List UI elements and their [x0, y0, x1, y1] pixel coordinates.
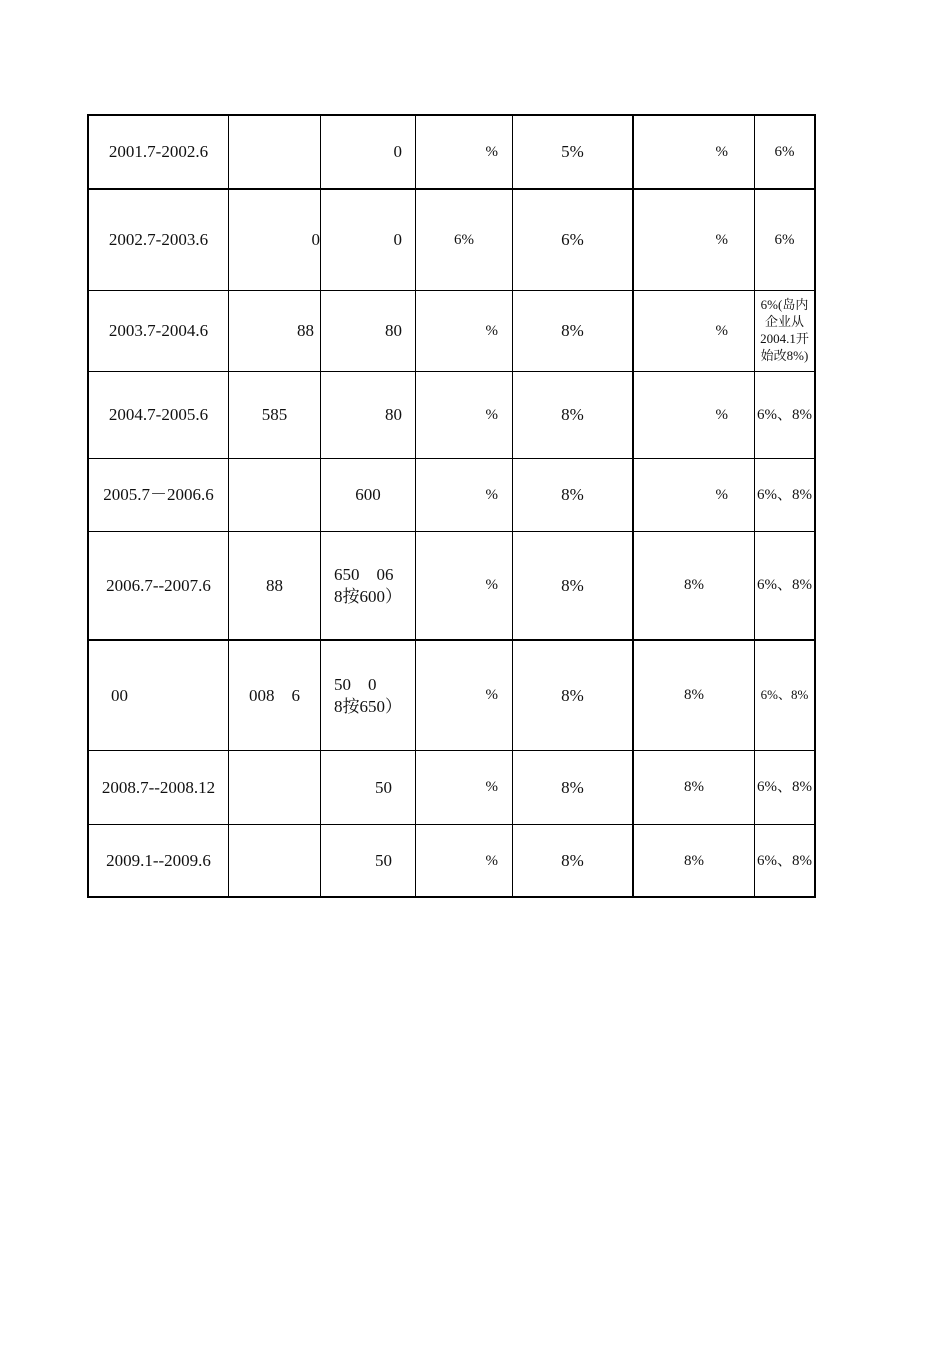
period-cell: 00	[87, 639, 228, 750]
value-cell	[228, 458, 320, 531]
value-cell: 50	[320, 750, 415, 824]
table-row	[87, 188, 816, 290]
rate-cell: %	[632, 371, 754, 458]
table-row	[87, 458, 816, 531]
rate-cell: %	[632, 290, 754, 371]
rate-cell: 8%	[512, 750, 632, 824]
rate-cell: %	[415, 458, 512, 531]
table-row	[87, 531, 816, 639]
value-cell: 88	[228, 531, 320, 639]
value-cell	[228, 114, 320, 188]
rate-cell: 8%	[632, 824, 754, 897]
rate-note-cell: 6%(岛内企业从2004.1开始改8%)	[754, 290, 816, 371]
rate-cell: 8%	[632, 750, 754, 824]
period-cell: 2002.7-2003.6	[87, 188, 228, 290]
table-row	[87, 290, 816, 371]
rate-cell: %	[632, 458, 754, 531]
value-cell: 0	[228, 188, 320, 290]
period-cell: 2003.7-2004.6	[87, 290, 228, 371]
period-cell: 2005.7－2006.6	[87, 458, 228, 531]
value-cell: 585	[228, 371, 320, 458]
rate-cell: 8%	[512, 639, 632, 750]
period-cell: 2004.7-2005.6	[87, 371, 228, 458]
rate-cell: 6%、8%	[754, 639, 816, 750]
table-row	[87, 750, 816, 824]
value-cell: 008 6	[228, 639, 320, 750]
value-cell: 88	[228, 290, 320, 371]
rate-cell: 6%	[754, 188, 816, 290]
table-row	[87, 114, 816, 188]
rate-cell: %	[415, 290, 512, 371]
rate-cell: %	[632, 188, 754, 290]
table-row	[87, 639, 816, 750]
rate-cell: 8%	[512, 531, 632, 639]
value-cell: 600	[320, 458, 415, 531]
period-cell: 2001.7-2002.6	[87, 114, 228, 188]
rate-cell: 8%	[512, 371, 632, 458]
table-bottom-border	[87, 896, 816, 898]
value-cell: 80	[320, 290, 415, 371]
rate-cell: 8%	[512, 290, 632, 371]
value-cell: 0	[320, 114, 415, 188]
period-cell: 2009.1--2009.6	[87, 824, 228, 897]
period-cell: 2006.7--2007.6	[87, 531, 228, 639]
rate-cell: 6%、8%	[754, 458, 816, 531]
period-cell: 2008.7--2008.12	[87, 750, 228, 824]
rate-cell: 8%	[512, 458, 632, 531]
table-row	[87, 824, 816, 897]
rate-cell: 5%	[512, 114, 632, 188]
value-cell	[228, 750, 320, 824]
value-cell: 0	[320, 188, 415, 290]
value-cell: 50 0 8按650）	[320, 639, 415, 750]
rate-cell: %	[415, 824, 512, 897]
rate-cell: %	[415, 750, 512, 824]
value-cell: 50	[320, 824, 415, 897]
table-row	[87, 371, 816, 458]
rate-cell: %	[415, 531, 512, 639]
rate-cell: 6%	[415, 188, 512, 290]
rate-cell: 6%、8%	[754, 531, 816, 639]
rate-cell: 8%	[632, 531, 754, 639]
rate-cell: 6%、8%	[754, 371, 816, 458]
value-cell	[228, 824, 320, 897]
rate-cell: 6%	[512, 188, 632, 290]
rate-cell: 8%	[512, 824, 632, 897]
rate-cell: %	[415, 114, 512, 188]
rate-cell: 6%、8%	[754, 824, 816, 897]
rate-cell: 6%、8%	[754, 750, 816, 824]
value-cell: 650 06 8按600）	[320, 531, 415, 639]
rate-cell: 6%	[754, 114, 816, 188]
rate-cell: 8%	[632, 639, 754, 750]
rate-cell: %	[415, 371, 512, 458]
rate-cell: %	[415, 639, 512, 750]
rate-cell: %	[632, 114, 754, 188]
value-cell: 80	[320, 371, 415, 458]
